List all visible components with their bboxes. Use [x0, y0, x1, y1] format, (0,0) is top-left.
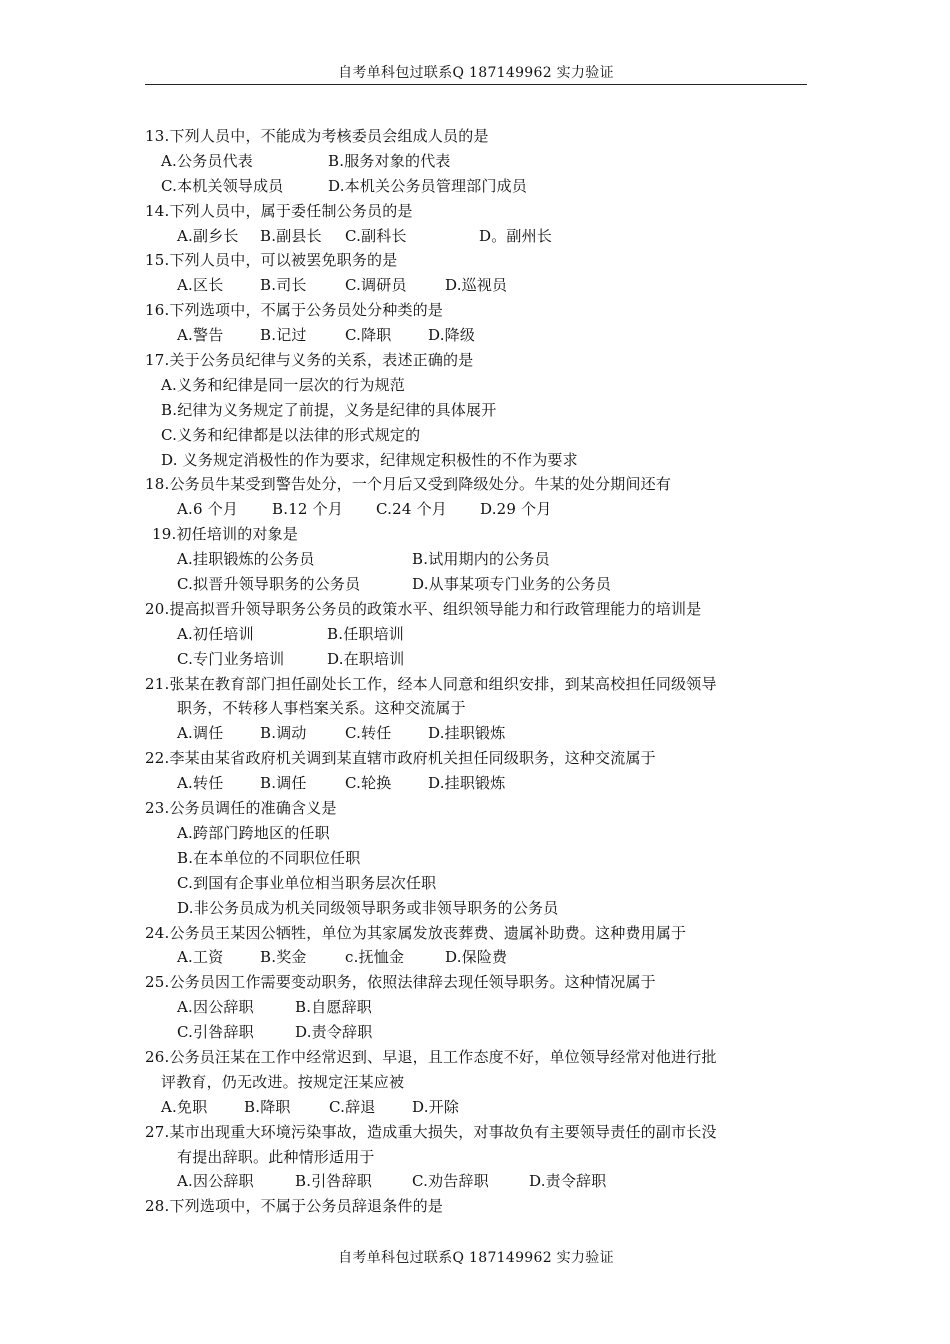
- question-stem: 16.下列选项中，不属于公务员处分种类的是: [145, 301, 444, 320]
- answer-option: B.调任: [260, 774, 307, 793]
- answer-option: A.跨部门跨地区的任职: [177, 823, 330, 842]
- option-row: [145, 821, 807, 846]
- answer-option: B.纪律为义务规定了前提，义务是纪律的具体展开: [161, 400, 497, 419]
- answer-option: B.在本单位的不同职位任职: [177, 848, 361, 867]
- answer-option: D.挂职锻炼: [428, 774, 506, 793]
- answer-option: C.义务和纪律都是以法律的形式规定的: [161, 425, 421, 444]
- answer-option: B.司长: [260, 276, 307, 295]
- header-rule: [145, 84, 807, 85]
- answer-option: C.本机关领导成员: [161, 176, 284, 195]
- answer-option: A.因公辞职: [177, 1172, 254, 1191]
- question-stem: 13.下列人员中，不能成为考核委员会组成人员的是: [145, 127, 489, 145]
- option-row: [145, 846, 807, 871]
- question-item: [145, 199, 807, 249]
- page-footer: 自考单科包过联系Q 187149962 实力验证: [338, 1250, 614, 1266]
- question-stem: 20.提高拟晋升领导职务公务员的政策水平、组织领导能力和行政管理能力的培训是: [145, 599, 702, 618]
- answer-option: A.挂职锻炼的公务员: [177, 550, 315, 569]
- answer-option: C.到国有企事业单位相当职务层次任职: [177, 873, 437, 892]
- answer-option: c.抚恤金: [345, 948, 405, 967]
- answer-option: C.劝告辞职: [412, 1172, 489, 1191]
- option-row: [145, 497, 807, 522]
- answer-option: D.从事某项专门业务的公务员: [412, 575, 612, 594]
- answer-option: C.转任: [345, 724, 392, 743]
- question-item: [145, 921, 807, 971]
- answer-option: D.非公务员成为机关同级领导职务或非领导职务的公务员: [177, 898, 559, 917]
- option-row: [145, 896, 807, 921]
- answer-option: B.试用期内的公务员: [412, 550, 550, 569]
- option-row: [145, 1095, 807, 1120]
- question-stem: 14.下列人员中，属于委任制公务员的是: [145, 201, 413, 220]
- answer-option: A.副乡长: [177, 226, 239, 245]
- answer-option: B.任职培训: [327, 624, 404, 643]
- question-stem: 27.某市出现重大环境污染事故，造成重大损失，对事故负有主要领导责任的副市长没: [145, 1122, 717, 1141]
- answer-option: A.转任: [177, 774, 224, 793]
- question-stem: 25.公务员因工作需要变动职务，依照法律辞去现任领导职务。这种情况属于: [145, 973, 656, 992]
- option-row: [145, 323, 807, 348]
- option-row: [145, 1020, 807, 1045]
- question-item: [145, 248, 807, 298]
- answer-option: D.29 个月: [480, 500, 552, 519]
- answer-option: B.记过: [260, 326, 307, 345]
- answer-option: B.降职: [244, 1097, 291, 1116]
- question-item: [145, 597, 807, 672]
- option-row: [145, 945, 807, 970]
- answer-option: B.副县长: [260, 226, 322, 245]
- question-item: [145, 1045, 807, 1120]
- answer-option: C.引咎辞职: [177, 1023, 254, 1042]
- answer-option: D. 义务规定消极性的作为要求，纪律规定积极性的不作为要求: [161, 450, 578, 469]
- answer-option: D.降级: [428, 326, 476, 345]
- option-row: [145, 149, 807, 174]
- question-item: [145, 970, 807, 1045]
- answer-option: D.责令辞职: [295, 1023, 373, 1042]
- answer-option: A.公务员代表: [161, 151, 254, 170]
- answer-option: D.在职培训: [327, 649, 405, 668]
- option-row: [145, 721, 807, 746]
- option-row: [145, 174, 807, 199]
- option-row: [145, 1169, 807, 1194]
- answer-option: C.辞退: [329, 1097, 376, 1116]
- question-stem: 评教育，仍无改进。按规定汪某应被: [161, 1072, 405, 1091]
- answer-option: C.副科长: [345, 226, 407, 245]
- answer-option: C.降职: [345, 326, 392, 345]
- answer-option: D.挂职锻炼: [428, 724, 506, 743]
- answer-option: D.保险费: [445, 948, 508, 967]
- option-row: [145, 572, 807, 597]
- answer-option: A.工资: [177, 948, 224, 967]
- answer-option: D。副州长: [479, 226, 553, 245]
- answer-option: A.初任培训: [177, 624, 254, 643]
- answer-option: A.区长: [177, 276, 224, 295]
- question-stem: 21.张某在教育部门担任副处长工作，经本人同意和组织安排，到某高校担任同级领导: [145, 674, 717, 693]
- answer-option: B.奖金: [260, 948, 307, 967]
- option-row: [145, 423, 807, 448]
- question-stem: 19.初任培训的对象是: [152, 525, 299, 544]
- question-stem: 职务，不转移人事档案关系。这种交流属于: [177, 699, 466, 718]
- answer-option: D.责令辞职: [529, 1172, 607, 1191]
- option-row: [145, 398, 807, 423]
- question-stem: 26.公务员汪某在工作中经常迟到、早退，且工作态度不好，单位领导经常对他进行批: [145, 1047, 717, 1066]
- question-item: [145, 522, 807, 597]
- question-item: [145, 746, 807, 796]
- option-row: [145, 373, 807, 398]
- answer-option: B.自愿辞职: [295, 998, 372, 1017]
- page-header: 自考单科包过联系Q 187149962 实力验证: [338, 65, 614, 81]
- question-item: [145, 348, 807, 472]
- answer-option: D.巡视员: [445, 276, 508, 295]
- question-item: [145, 124, 807, 199]
- option-row: [145, 448, 807, 473]
- answer-option: D.本机关公务员管理部门成员: [328, 176, 528, 195]
- answer-option: B.调动: [260, 724, 307, 743]
- question-stem: 有提出辞职。此种情形适用于: [177, 1147, 375, 1166]
- answer-option: C.拟晋升领导职务的公务员: [177, 575, 361, 594]
- answer-option: C.24 个月: [376, 500, 447, 519]
- answer-option: B.引咎辞职: [295, 1172, 372, 1191]
- option-row: [145, 647, 807, 672]
- option-row: [145, 871, 807, 896]
- question-item: [145, 672, 807, 747]
- question-item: [145, 1194, 807, 1219]
- answer-option: C.调研员: [345, 276, 407, 295]
- question-stem: 28.下列选项中，不属于公务员辞退条件的是: [145, 1197, 444, 1216]
- question-stem: 18.公务员牛某受到警告处分，一个月后又受到降级处分。牛某的处分期间还有: [145, 475, 672, 494]
- question-item: [145, 472, 807, 522]
- answer-option: D.开除: [412, 1097, 460, 1116]
- answer-option: A.调任: [177, 724, 224, 743]
- answer-option: A.义务和纪律是同一层次的行为规范: [161, 375, 406, 394]
- option-row: [145, 995, 807, 1020]
- option-row: [145, 547, 807, 572]
- question-list: [145, 124, 807, 1219]
- question-stem: 17.关于公务员纪律与义务的关系，表述正确的是: [145, 351, 474, 370]
- answer-option: C.专门业务培训: [177, 649, 285, 668]
- option-row: [145, 273, 807, 298]
- option-row: [145, 224, 807, 249]
- answer-option: B.服务对象的代表: [328, 151, 451, 170]
- question-stem: 24.公务员王某因公牺牲，单位为其家属发放丧葬费、遗属补助费。这种费用属于: [145, 923, 687, 942]
- answer-option: A.因公辞职: [177, 998, 254, 1017]
- answer-option: A.6 个月: [177, 500, 239, 519]
- answer-option: A.免职: [161, 1097, 208, 1116]
- question-item: [145, 298, 807, 348]
- answer-option: A.警告: [177, 326, 224, 345]
- question-item: [145, 796, 807, 920]
- question-stem: 23.公务员调任的准确含义是: [145, 799, 337, 818]
- option-row: [145, 771, 807, 796]
- answer-option: B.12 个月: [272, 500, 344, 519]
- option-row: [145, 622, 807, 647]
- question-stem: 22.李某由某省政府机关调到某直辖市政府机关担任同级职务，这种交流属于: [145, 749, 656, 768]
- answer-option: C.轮换: [345, 774, 392, 793]
- question-stem: 15.下列人员中，可以被罢免职务的是: [145, 251, 398, 270]
- question-item: [145, 1120, 807, 1195]
